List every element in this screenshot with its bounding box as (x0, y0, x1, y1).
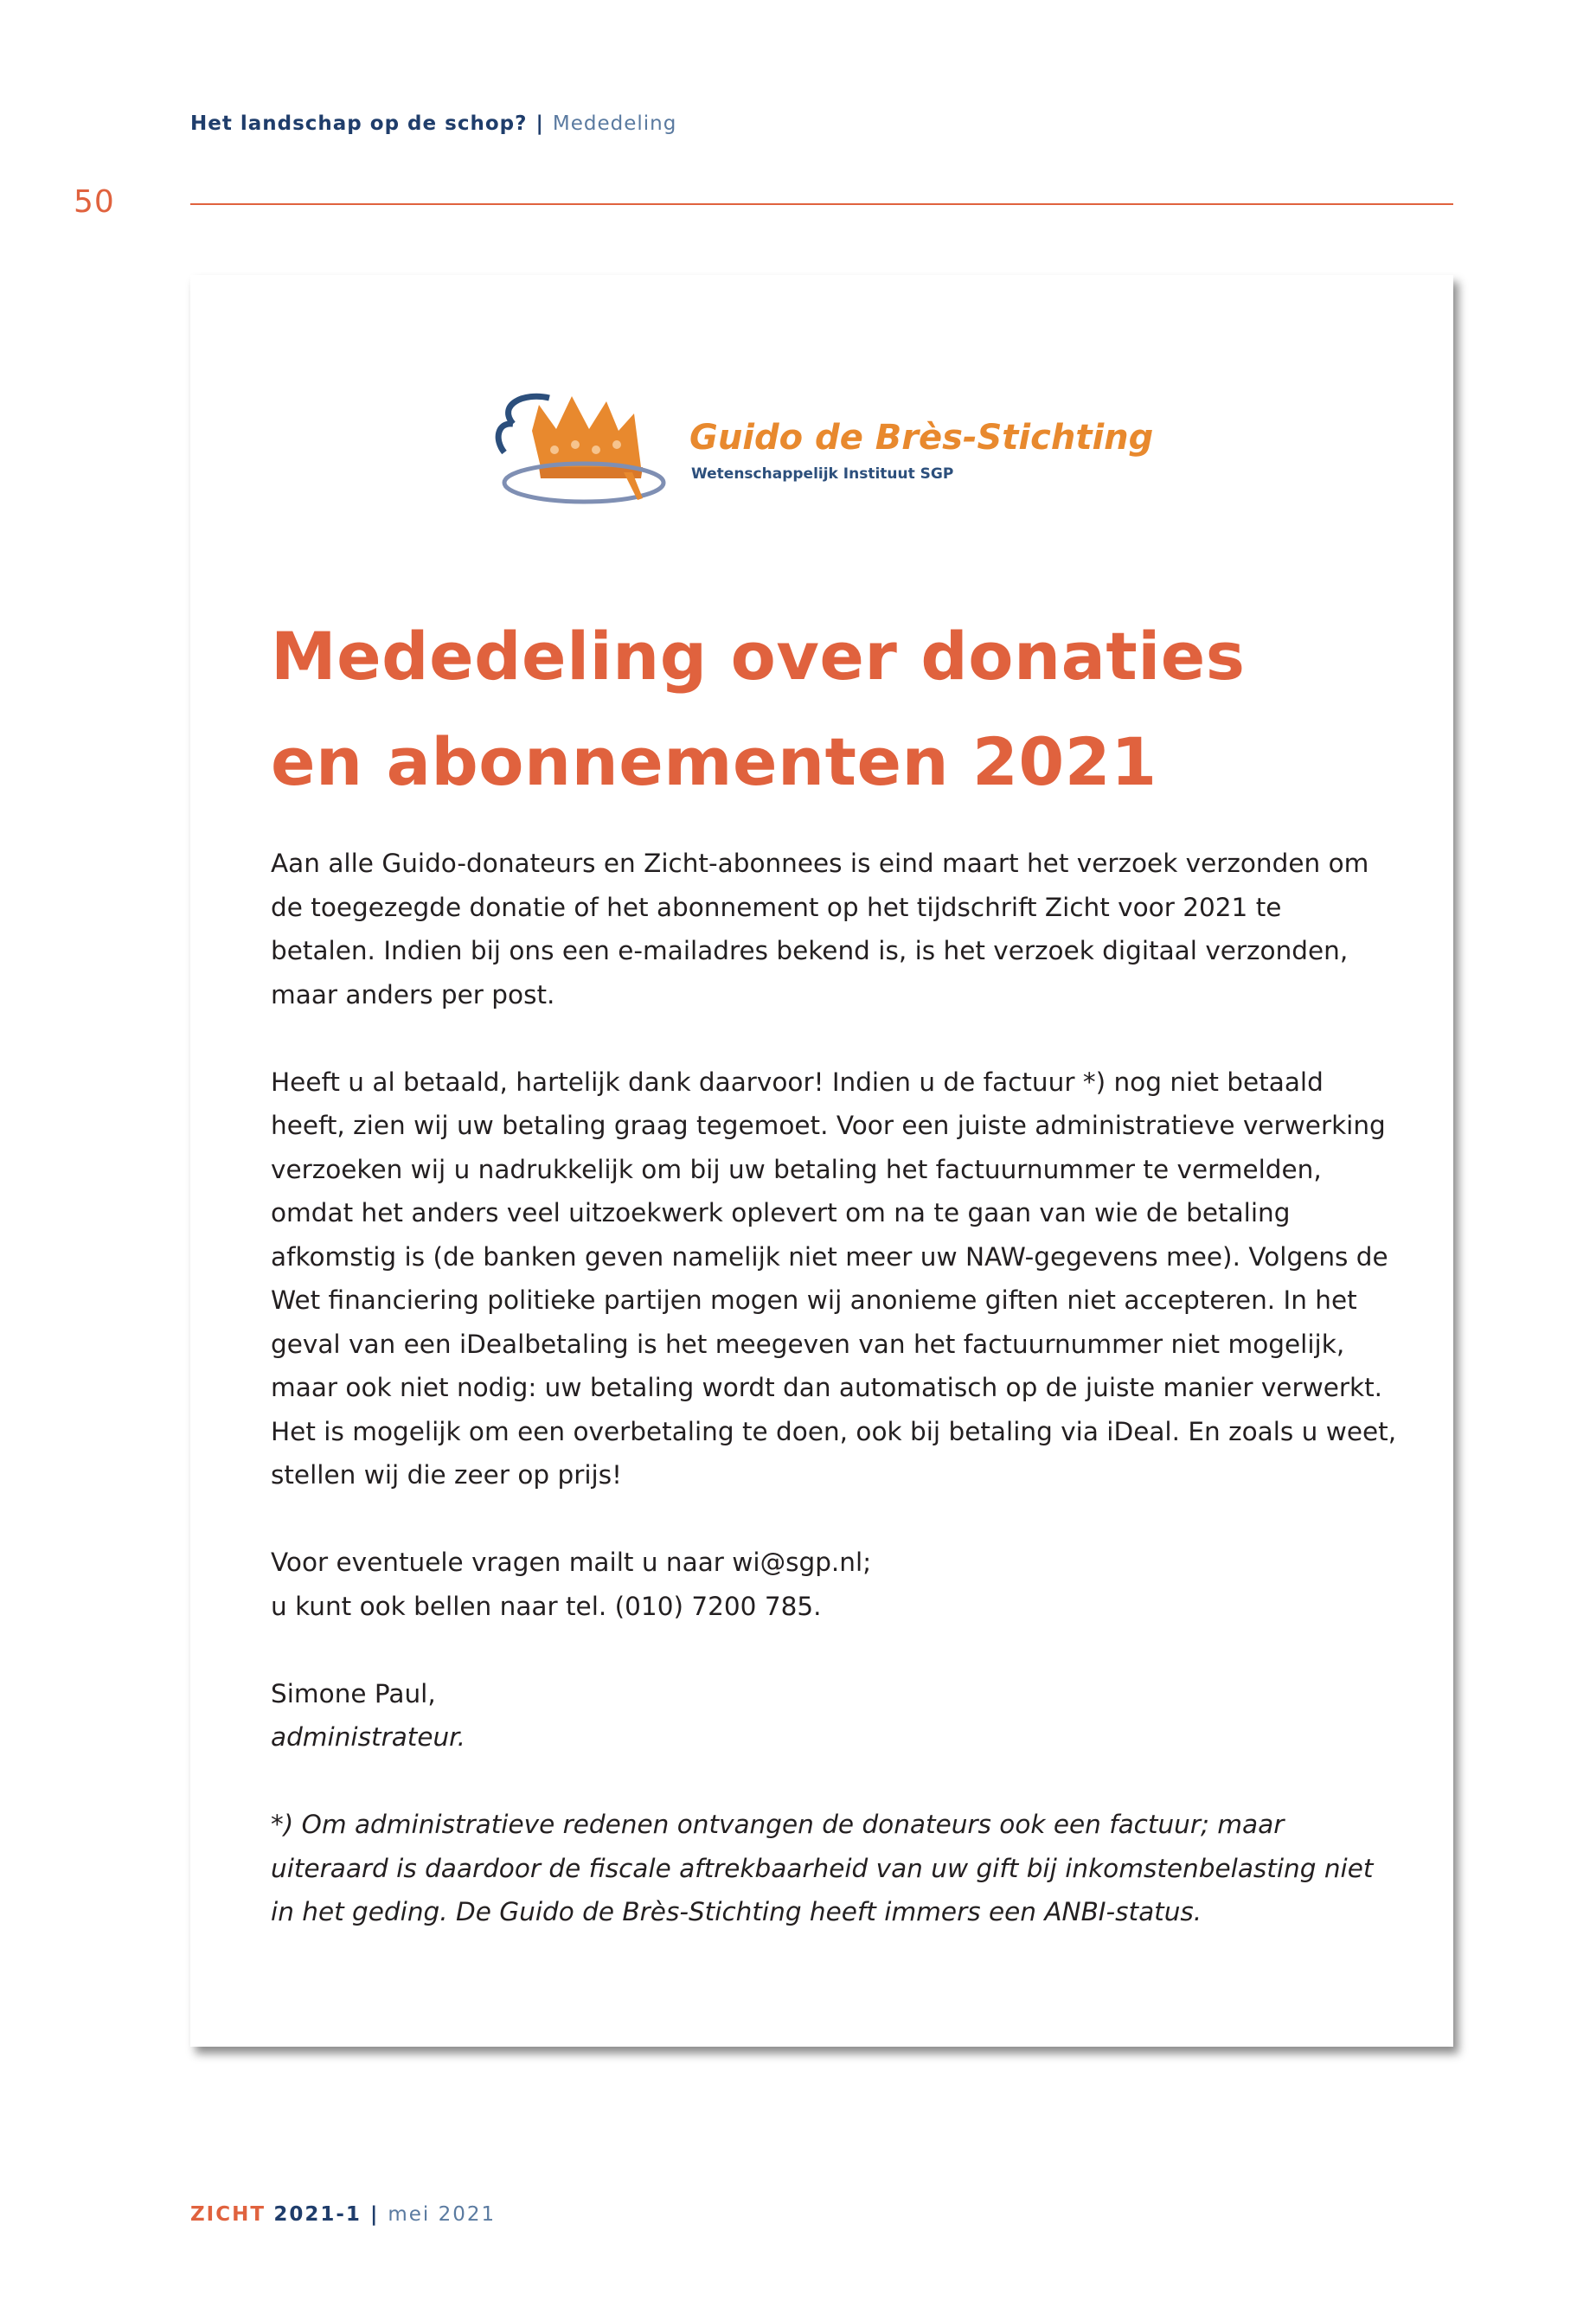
title-line: Mededeling over donaties (271, 618, 1246, 695)
running-head (190, 112, 676, 135)
text-line: betalen. Indien bij ons een e-mailadres bekend is, is het verzoek digitaal verzonden, (271, 936, 1349, 965)
header-rule (190, 203, 1453, 205)
title-line: en abonnementen 2021 (271, 723, 1157, 800)
series-title: Het landschap op de schop? (190, 112, 528, 135)
text-line: uiteraard is daardoor de fiscale aftrekbaarheid van uw gift bij inkomstenbelasting niet (271, 1853, 1374, 1883)
text-line: Wet financiering politieke partijen mogen wij anonieme giften niet accepteren. In het (271, 1285, 1357, 1315)
text-line: verzoeken wij u nadrukkelijk om bij uw betaling het factuurnummer te vermelden, (271, 1154, 1322, 1184)
notice-body (271, 842, 1395, 1977)
magazine-name: ZICHT (190, 2203, 266, 2226)
signature-name: Simone Paul, (271, 1678, 436, 1708)
text-line: Het is mogelijk om een overbetaling te doen, ook bij betaling via iDeal. En zoals u weet, (271, 1416, 1397, 1446)
guido-de-bres-logo (489, 370, 1154, 509)
contact-phone-line: u kunt ook bellen naar tel. (010) 7200 785. (271, 1591, 822, 1621)
text-line: afkomstig is (de banken geven namelijk niet meer uw NAW-gegevens mee). Volgens de (271, 1241, 1388, 1272)
notice-card (190, 275, 1453, 2047)
text-line: Aan alle Guido-donateurs en Zicht-abonnees is eind maart het verzoek verzonden om (271, 849, 1369, 878)
contact-email-line: Voor eventuele vragen mailt u naar wi@sgp.nl; (271, 1548, 872, 1577)
logo-subtitle: Wetenschappelijk Instituut SGP (691, 465, 954, 483)
page-footer (190, 2203, 496, 2226)
page-number: 50 (74, 184, 115, 220)
section-name: Mededeling (552, 112, 677, 135)
paragraph-contact (271, 1541, 1395, 1628)
text-line: stellen wij die zeer op prijs! (271, 1460, 622, 1490)
footnote (271, 1803, 1395, 1934)
header-separator: | (535, 112, 544, 135)
issue-date: mei 2021 (388, 2203, 497, 2226)
paragraph-payment (271, 1061, 1395, 1497)
paragraph-request (271, 842, 1395, 1016)
text-line: omdat het anders veel uitzoekwerk oplevert om na te gaan van wie de betaling (271, 1198, 1291, 1227)
logo-name: Guido de Brès-Stichting (689, 418, 1154, 458)
text-line: geval van een iDealbetaling is het meegeven van het factuurnummer niet mogelijk, (271, 1329, 1345, 1359)
notice-title (271, 604, 1395, 815)
signature (271, 1672, 1395, 1759)
text-line: heeft, zien wij uw betaling graag tegemoet. Voor een juiste administratieve verwerking (271, 1111, 1386, 1140)
issue-number: 2021-1 (273, 2203, 362, 2226)
text-line: maar anders per post. (271, 979, 555, 1009)
footer-separator: | (369, 2203, 380, 2226)
text-line: de toegezegde donatie of het abonnement op het tijdschrift Zicht voor 2021 te (271, 892, 1282, 922)
text-line: Heeft u al betaald, hartelijk dank daarvoor! Indien u de factuur *) nog niet betaald (271, 1067, 1324, 1097)
text-line: maar ook niet nodig: uw betaling wordt dan automatisch op de juiste manier verwerkt. (271, 1373, 1383, 1402)
crown-emblem-icon (489, 370, 696, 509)
signature-role: administrateur. (271, 1722, 465, 1752)
text-line: in het geding. De Guido de Brès-Stichting heeft immers een ANBI-status. (271, 1897, 1202, 1926)
text-line: *) Om administratieve redenen ontvangen de donateurs ook een factuur; maar (271, 1810, 1285, 1839)
